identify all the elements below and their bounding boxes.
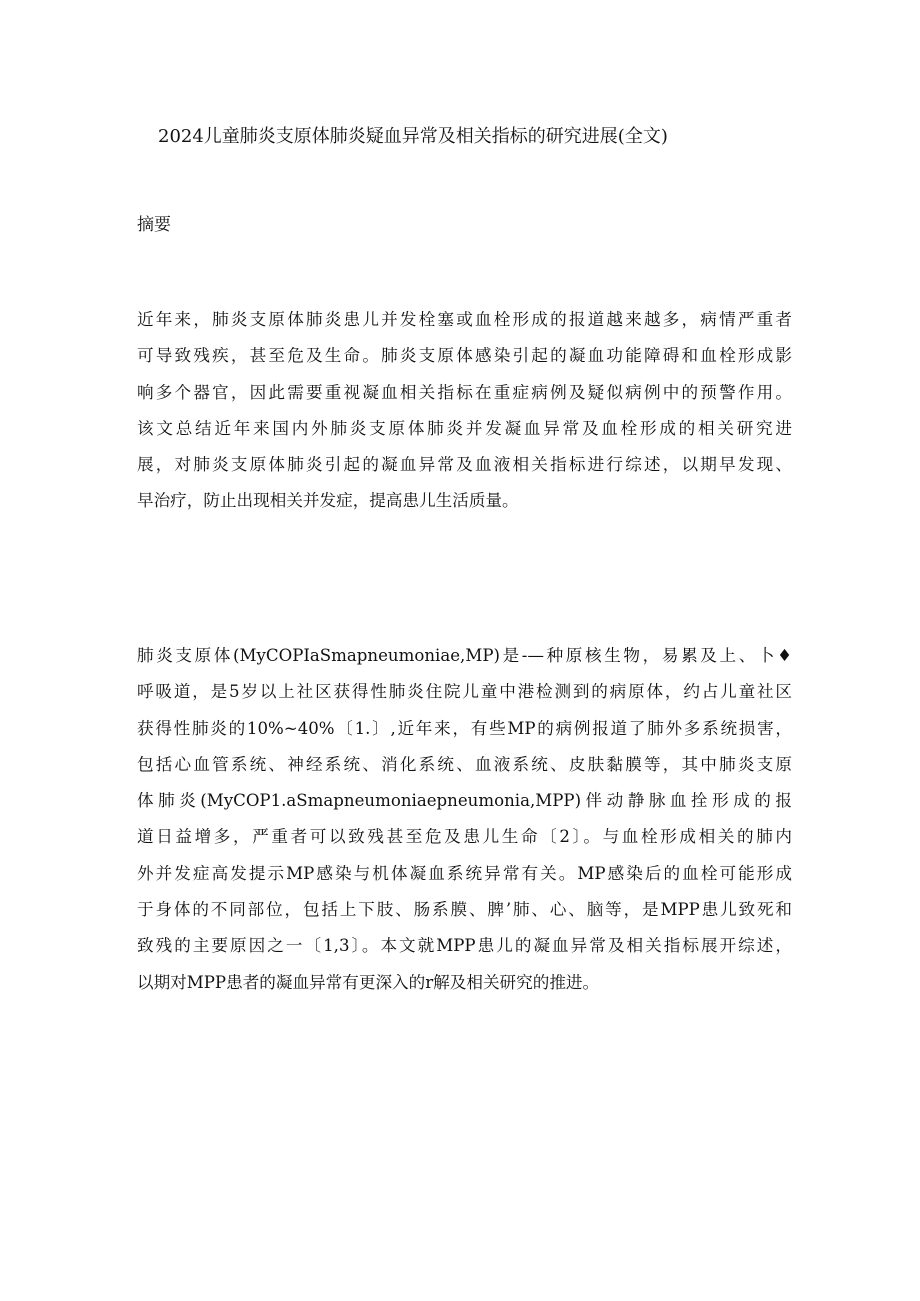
abstract-heading: 摘要 <box>137 215 171 235</box>
paragraph-line: 于身体的不同部位，包括上下肢、肠系膜、脾’肺、心、脑等，是MPP患儿致死和 <box>137 900 792 920</box>
paragraph-line: 外并发症高发提示MP感染与机体凝血系统异常有关。MP感染后的血栓可能形成 <box>137 863 792 883</box>
paragraph-line: 响多个器官，因此需要重视凝血相关指标在重症病例及疑似病例中的预警作用。 <box>137 382 792 402</box>
paragraph-line: 肺炎支原体(MyCOPIaSmapneumoniae,MP)是-—种原核生物，易累及上、卜♦ <box>137 646 792 665</box>
paragraph-line: 道日益增多，严重者可以致残甚至危及患儿生命〔2〕。与血栓形成相关的肺内 <box>137 827 792 847</box>
paragraph-line: 体肺炎(MyCOP1.aSmapneumoniaepneumonia,MPP)伴动静脉血拴形成的报 <box>137 791 792 811</box>
paragraph-line: 近年来，肺炎支原体肺炎患儿并发栓塞或血栓形成的报道越来越多，病情严重者 <box>137 310 792 329</box>
paragraph-line: 早治疗，防止出现相关并发症，提高患儿生活质量。 <box>137 491 519 511</box>
paragraph-line: 包括心血管系统、神经系统、消化系统、血液系统、皮肤黏膜等，其中肺炎支原 <box>137 754 792 774</box>
paragraph-line: 获得性肺炎的10%~40%〔1.〕,近年来，有些MP的病例报道了肺外多系统损害， <box>137 718 792 738</box>
paragraph-line: 以期对MPP患者的凝血异常有更深入的r解及相关研究的推进。 <box>137 972 600 992</box>
abstract-paragraph <box>137 302 792 520</box>
document-title: 2024儿童肺炎支原体肺炎疑血异常及相关指标的研究进展(全文) <box>158 126 668 147</box>
intro-paragraph <box>137 638 792 1001</box>
paragraph-line: 该文总结近年来国内外肺炎支原体肺炎并发凝血异常及血栓形成的相关研究进 <box>137 418 792 438</box>
paragraph-line: 展，对肺炎支原体肺炎引起的凝血异常及血液相关指标进行综述，以期早发现、 <box>137 455 792 475</box>
paragraph-line: 可导致残疾，甚至危及生命。肺炎支原体感染引起的凝血功能障碍和血栓形成影 <box>137 346 792 366</box>
paragraph-line: 呼吸道，是5岁以上社区获得性肺炎住院儿童中港检测到的病原体，约占儿童社区 <box>137 682 792 702</box>
paragraph-line: 致残的主要原因之一〔1,3〕。本文就MPP患儿的凝血异常及相关指标展开综述， <box>137 936 792 956</box>
